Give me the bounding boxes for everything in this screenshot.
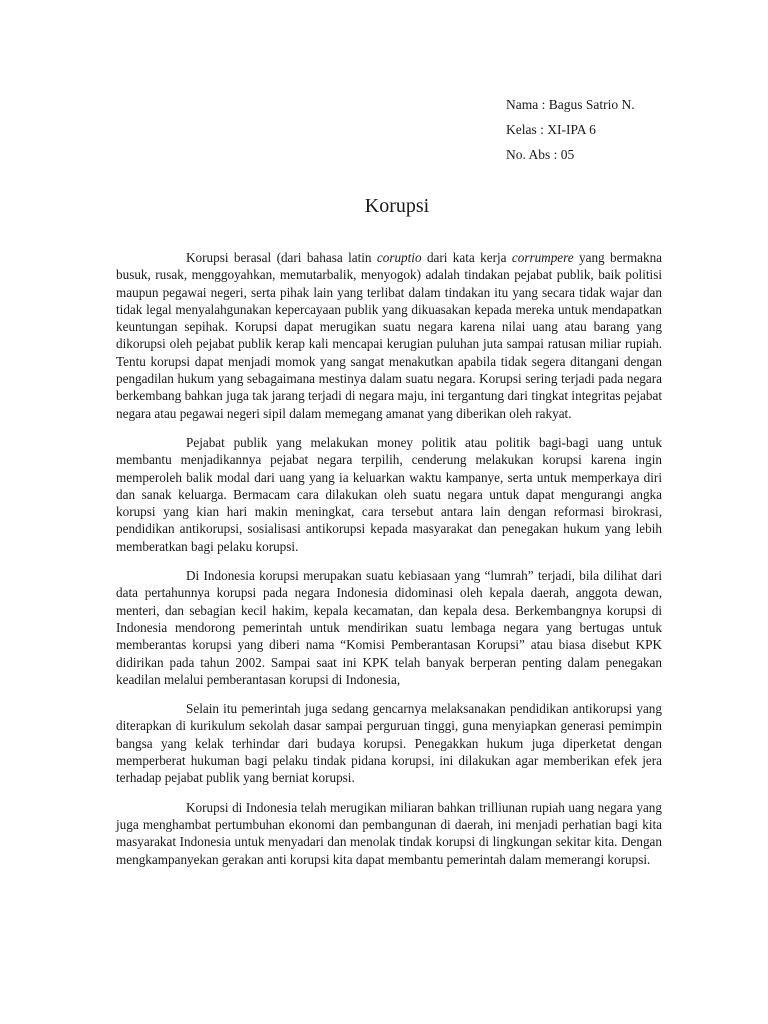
document-title: Korupsi <box>364 195 430 217</box>
latin-term-corrumpere: corrumpere <box>511 250 574 265</box>
latin-term-coruptio: coruptio <box>376 250 422 265</box>
student-name: Nama : Bagus Satrio N. <box>506 97 635 112</box>
paragraph-1-rest: yang bermakna busuk, rusak, menggoyahkan, memutarbalik, menyogok) adalah tindakan pejabat publik, baik politisi maupun pegawai negeri, serta pihak lain yang terlibat dalam tindakan itu yang secara tidak wajar dan tidak legal menyalahgunakan kepercayaan publik yang dikuasakan kepada mereka untuk mendapatkan keuntungan sepihak. Korupsi dapat merugikan suatu negara karena nilai uang atau barang yang dikorupsi oleh pejabat publik kerap kali mencapai kerugian puluhan juta sampai ratusan miliar rupiah. Tentu korupsi dapat menjadi momok yang sangat menakutkan apabila tidak segera ditangani dengan pengadilan hukum yang sebagaimana mestinya dalam suatu negara. Korupsi sering terjadi pada negara berkembang bahkan juga tak jarang terjadi di negara maju, ini tergantung dari tingkat integritas pejabat negara atau pegawai negeri sipil dalam memegang amanat yang diberikan oleh rakyat. <box>116 250 663 421</box>
paragraph-1-mid: dari kata kerja <box>421 250 512 265</box>
document-body <box>116 249 662 880</box>
student-class: Kelas : XI-IPA 6 <box>506 122 596 137</box>
paragraph-3: Di Indonesia korupsi merupakan suatu kebiasaan yang “lumrah” terjadi, bila dilihat dari data pertahunnya korupsi pada negara Indonesia didominasi oleh kepala daerah, anggota dewan, menteri, dan sebagian kecil hakim, kepala kecamatan, dan kepala desa. Berkembangnya korupsi di Indonesia mendorong pemerintah untuk mendirikan suatu lembaga negara yang bertugas untuk memberantas korupsi yang diberi nama “Komisi Pemberantasan Korupsi” atau biasa disebut KPK didirikan pada tahun 2002. Sampai saat ini KPK telah banyak berperan penting dalam penegakan keadilan melalui pemberantasan korupsi di Indonesia, <box>116 568 662 687</box>
paragraph-5: Korupsi di Indonesia telah merugikan miliaran bahkan trilliunan rupiah uang negara yang juga menghambat pertumbuhan ekonomi dan pembangunan di daerah, ini menjadi perhatian bagi kita masyarakat Indonesia untuk menyadari dan menolak tindak korupsi di lingkungan sekitar kita. Dengan mengkampanyekan gerakan anti korupsi kita dapat membantu pemerintah dalam memerangi korupsi. <box>116 799 662 867</box>
paragraph-1 <box>116 249 662 422</box>
student-identity-block <box>506 92 635 167</box>
paragraph-2: Pejabat publik yang melakukan money politik atau politik bagi-bagi uang untuk membantu menjadikannya pejabat negara terpilih, cenderung melakukan korupsi karena ingin memperoleh balik modal dari uang yang ia keluarkan waktu kampanye, serta untuk memperkaya diri dan sanak keluarga. Bermacam cara dilakukan oleh suatu negara untuk dapat mengurangi angka korupsi yang kian hari makin meningkat, cara tersebut antara lain dengan reformasi birokrasi, pendidikan antikorupsi, sosialisasi antikorupsi kepada masyarakat dan penegakan hukum yang lebih memberatkan bagi pelaku korupsi. <box>116 434 662 554</box>
paragraph-1-intro: Korupsi berasal (dari bahasa latin <box>186 250 377 265</box>
student-number: No. Abs : 05 <box>506 147 575 162</box>
paragraph-4: Selain itu pemerintah juga sedang gencarnya melaksanakan pendidikan antikorupsi yang diterapkan di kurikulum sekolah dasar sampai perguruan tinggi, guna menyiapkan generasi pemimpin bangsa yang kelak terhindar dari budaya korupsi. Penegakkan hukum juga diperketat dengan memperberat hukuman bagi pelaku tindak pidana korupsi, ini dilakukan agar memberikan efek jera terhadap pejabat publik yang berniat korupsi. <box>116 701 662 786</box>
